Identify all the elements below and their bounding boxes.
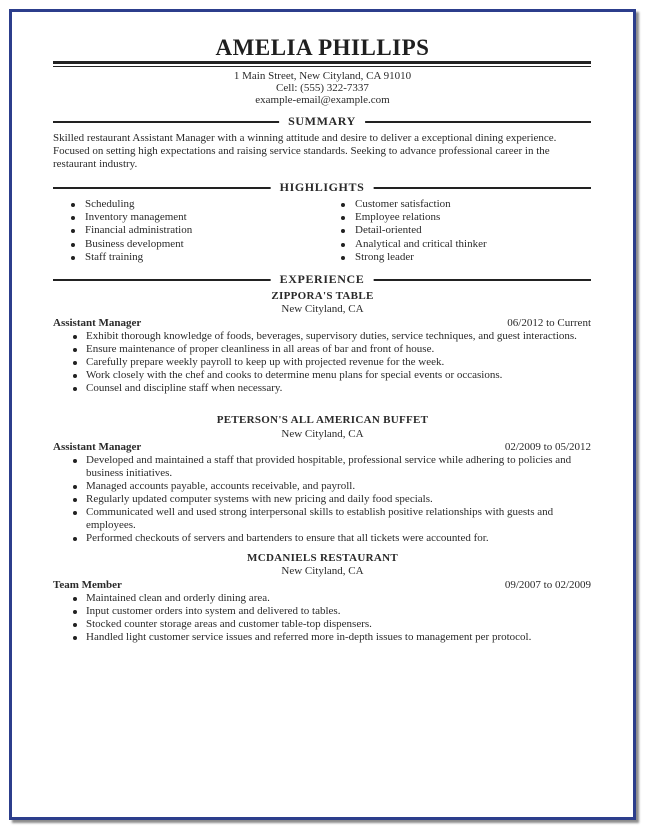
job-bullets: [70, 454, 590, 545]
section-title: HIGHLIGHTS: [271, 180, 374, 194]
contact-phone: Cell: (555) 322-7337: [276, 82, 369, 94]
highlights-right-list: [338, 198, 588, 264]
contact-address: 1 Main Street, New Cityland, CA 91010: [233, 70, 412, 82]
resume-name: AMELIA PHILLIPS: [215, 35, 430, 60]
list-item: Performed checkouts of servers and bartenders to ensure that all tickets were accounted for.: [70, 532, 590, 545]
job-title-row: [53, 317, 591, 330]
list-item: Work closely with the chef and cooks to determine menu plans for special events or occasions.: [70, 369, 590, 382]
job-bullets: [70, 330, 590, 395]
job-location: New Cityland, CA: [281, 565, 364, 577]
list-item: Handled light customer service issues and referred more in-depth issues to management per protocol.: [70, 631, 590, 644]
section-title: EXPERIENCE: [271, 272, 374, 286]
job-title-row: [53, 441, 591, 454]
list-item: Staff training: [68, 251, 328, 264]
list-item: Developed and maintained a staff that provided hospitable, professional service while adhering to policies and business initiatives.: [70, 454, 590, 480]
list-item: Ensure maintenance of proper cleanliness in all areas of bar and front of house.: [70, 343, 590, 356]
list-item: Inventory management: [68, 211, 328, 224]
job-location: New Cityland, CA: [281, 303, 364, 315]
summary-section-header: [53, 114, 591, 128]
list-item: Carefully prepare weekly payroll to keep up with projected revenue for the week.: [70, 356, 590, 369]
list-item: Employee relations: [338, 211, 588, 224]
job-title-row: [53, 579, 591, 592]
job-company: ZIPPORA'S TABLE: [271, 290, 374, 302]
job-dates: 06/2012 to Current: [507, 317, 591, 329]
highlights-left-list: [68, 198, 328, 264]
job-dates: 02/2009 to 05/2012: [504, 441, 591, 453]
list-item: Customer satisfaction: [338, 198, 588, 211]
job-title: Assistant Manager: [53, 317, 142, 329]
list-item: Strong leader: [338, 251, 588, 264]
list-item: Detail-oriented: [338, 224, 588, 237]
job-title: Team Member: [53, 579, 122, 591]
highlights-section-header: [53, 180, 591, 194]
job-location: New Cityland, CA: [281, 428, 364, 440]
job-title: Assistant Manager: [53, 441, 142, 453]
section-title: SUMMARY: [279, 114, 365, 128]
job-dates: 09/2007 to 02/2009: [504, 579, 591, 591]
experience-section-header: [53, 272, 591, 286]
list-item: Exhibit thorough knowledge of foods, beverages, supervisory duties, service techniques, and guest interactions.: [70, 330, 590, 343]
list-item: Input customer orders into system and delivered to tables.: [70, 605, 590, 618]
summary-text: Skilled restaurant Assistant Manager with a winning attitude and desire to deliver a exceptional dining experience. Focused on setting high expectations and raising service standards. Seeking to advance professional career in the restaurant industry.: [53, 132, 557, 170]
job-company: MCDANIELS RESTAURANT: [247, 552, 398, 564]
list-item: Regularly updated computer systems with new pricing and daily food specials.: [70, 493, 590, 506]
list-item: Stocked counter storage areas and customer table-top dispensers.: [70, 618, 590, 631]
list-item: Analytical and critical thinker: [338, 238, 588, 251]
header-rule-thin: [53, 66, 591, 67]
list-item: Maintained clean and orderly dining area.: [70, 592, 590, 605]
list-item: Scheduling: [68, 198, 328, 211]
contact-email: example-email@example.com: [255, 94, 390, 106]
list-item: Counsel and discipline staff when necessary.: [70, 382, 590, 395]
list-item: Managed accounts payable, accounts receivable, and payroll.: [70, 480, 590, 493]
list-item: Financial administration: [68, 224, 328, 237]
header-rule-thick: [53, 61, 591, 64]
job-bullets: [70, 592, 590, 644]
list-item: Business development: [68, 238, 328, 251]
job-company: PETERSON'S ALL AMERICAN BUFFET: [216, 414, 429, 426]
list-item: Communicated well and used strong interpersonal skills to establish positive relationships with guests and employees.: [70, 506, 590, 532]
